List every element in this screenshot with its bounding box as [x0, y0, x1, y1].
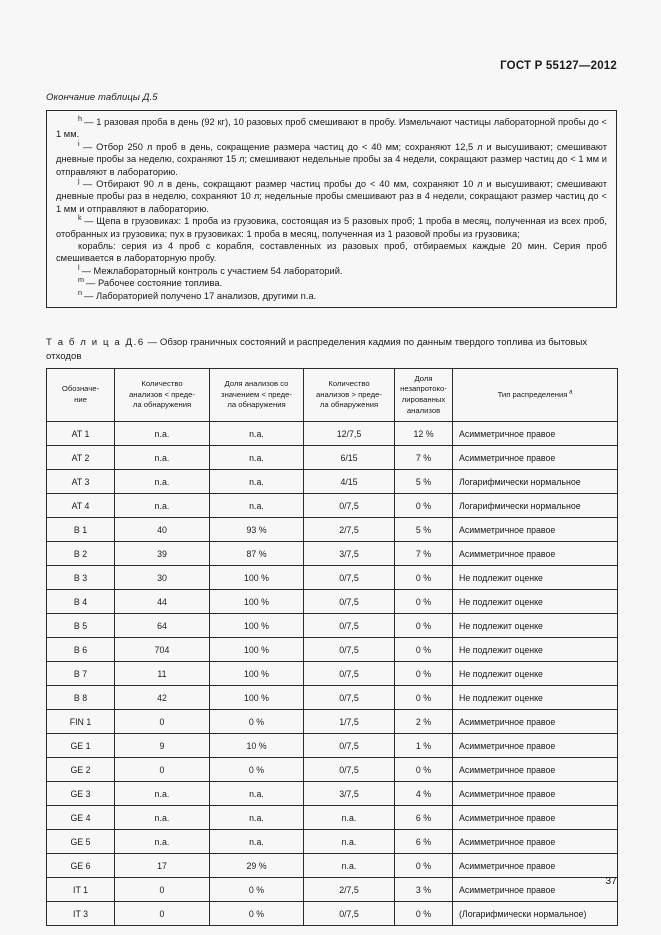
table-cell: 0 % — [395, 758, 453, 782]
table-cell: 42 — [115, 686, 210, 710]
table-cell: 100 % — [210, 590, 304, 614]
footnote-text: корабль: серия из 4 проб с корабля, составленных из разовых проб, отбираемых каждые 20 мин. Серия проб смешивается в лабораторную пробу. — [56, 241, 607, 264]
table-column-header-line: незапротоко- — [400, 384, 447, 394]
table-cell: 0/7,5 — [304, 638, 395, 662]
table-cell-designation: B 3 — [47, 566, 115, 590]
table-column-header — [453, 369, 618, 422]
table-row — [47, 662, 618, 686]
table-head — [47, 369, 618, 422]
table-cell: 100 % — [210, 614, 304, 638]
table-cell: 0 % — [395, 590, 453, 614]
table-column-header-line: Количество — [141, 379, 183, 389]
table-column-header-line: Тип распределения — [497, 389, 568, 399]
table-cell-designation: GE 5 — [47, 830, 115, 854]
footnote-item — [56, 240, 607, 265]
table-continuation-caption: Окончание таблицы Д.5 — [46, 92, 158, 103]
table-cell: 0/7,5 — [304, 902, 395, 926]
table-cell: 0 % — [395, 638, 453, 662]
table-column-header-line: Доля — [414, 373, 433, 383]
table-cell: n.a. — [210, 470, 304, 494]
table-cell: n.a. — [304, 806, 395, 830]
table-column-header — [115, 369, 210, 422]
table-row — [47, 878, 618, 902]
table-cell: 0/7,5 — [304, 758, 395, 782]
table-cell: 40 — [115, 518, 210, 542]
table-cell: Асимметричное правое — [453, 734, 618, 758]
table-cell: Асимметричное правое — [453, 830, 618, 854]
footnote-item — [56, 215, 607, 240]
table-row — [47, 758, 618, 782]
table-cell-designation: B 7 — [47, 662, 115, 686]
table-cell: 2/7,5 — [304, 518, 395, 542]
table-cell: Не подлежит оценке — [453, 638, 618, 662]
table-cell: 1/7,5 — [304, 710, 395, 734]
table-column-header-superscript: a — [567, 389, 573, 396]
table-cell: Асимметричное правое — [453, 878, 618, 902]
table-cell: 4/15 — [304, 470, 395, 494]
footnote-item — [56, 113, 607, 141]
table-cell-designation: AT 3 — [47, 470, 115, 494]
table-cell: 10 % — [210, 734, 304, 758]
table-cell-designation: GE 1 — [47, 734, 115, 758]
table-row — [47, 686, 618, 710]
footnote-item — [56, 175, 607, 215]
table-column-header-line: Обозначе- — [61, 384, 100, 394]
table-cell-designation: B 5 — [47, 614, 115, 638]
table-cell: 4 % — [395, 782, 453, 806]
table-cell: 11 — [115, 662, 210, 686]
table-cell: 3/7,5 — [304, 542, 395, 566]
table-cell: n.a. — [115, 830, 210, 854]
table-cell: 100 % — [210, 638, 304, 662]
footnote-marker: j — [78, 175, 83, 185]
table-cell: n.a. — [210, 830, 304, 854]
table-column-header-line: анализов — [406, 405, 441, 415]
table-cell: Асимметричное правое — [453, 542, 618, 566]
table-cell: Не подлежит оценке — [453, 662, 618, 686]
table-row — [47, 734, 618, 758]
footnote-text: — Отбирают 90 л в день, сокращают размер частиц пробы до < 40 мм, сохраняют 10 л и высушивают; смешивают дневные пробы раз в неделю, сохраняют 10 л; недельные пробы смешивают раз в 4 недели, сокращают размер частиц до < 1 мм и отправляют в лабораторию. — [56, 179, 607, 214]
table-cell: n.a. — [210, 422, 304, 446]
table-cell: n.a. — [210, 494, 304, 518]
table-cell: Асимметричное правое — [453, 806, 618, 830]
table-row — [47, 518, 618, 542]
table-cell: Асимметричное правое — [453, 422, 618, 446]
table-caption-text: — Обзор граничных состояний и распределения кадмия по данным твердого топлива из бытовых отходов — [46, 337, 588, 362]
table-column-header-line: анализов < преде- — [128, 389, 195, 399]
table-column-header-line: ла обнаружения — [132, 400, 192, 410]
footnote-item — [56, 277, 607, 289]
table-cell: n.a. — [210, 782, 304, 806]
table-cell: 0 % — [395, 614, 453, 638]
table-cell: 39 — [115, 542, 210, 566]
table-cell: 9 — [115, 734, 210, 758]
table-cell: Не подлежит оценке — [453, 566, 618, 590]
table-cell: 93 % — [210, 518, 304, 542]
table-cell: 44 — [115, 590, 210, 614]
table-cell: Логарифмически нормальное — [453, 494, 618, 518]
table-column-header-line: лированных — [401, 395, 446, 404]
table-cell-designation: GE 4 — [47, 806, 115, 830]
table-row — [47, 710, 618, 734]
table-cell: 0/7,5 — [304, 566, 395, 590]
table-body — [47, 422, 618, 926]
table-cell: 64 — [115, 614, 210, 638]
table-cell-designation: GE 3 — [47, 782, 115, 806]
table-cell: 17 — [115, 854, 210, 878]
table-cell: 0/7,5 — [304, 662, 395, 686]
table-row — [47, 638, 618, 662]
table-d6 — [46, 368, 618, 926]
table-cell: n.a. — [210, 806, 304, 830]
table-cell: Не подлежит оценке — [453, 614, 618, 638]
table-row — [47, 902, 618, 926]
table-cell-designation: AT 1 — [47, 422, 115, 446]
table-cell: 0 % — [395, 854, 453, 878]
table-row — [47, 830, 618, 854]
table-column-header-line: ла обнаружения — [227, 400, 286, 410]
table-cell: 0 % — [395, 662, 453, 686]
table-cell-designation: GE 2 — [47, 758, 115, 782]
table-cell: 704 — [115, 638, 210, 662]
table-cell: 7 % — [395, 542, 453, 566]
table-cell: n.a. — [210, 446, 304, 470]
table-cell: (Логарифмически нормальное) — [453, 902, 618, 926]
table-cell: 0 % — [395, 494, 453, 518]
table-cell: 0/7,5 — [304, 686, 395, 710]
table-cell: 12 % — [395, 422, 453, 446]
table-row — [47, 494, 618, 518]
table-cell: 0 — [115, 902, 210, 926]
table-row — [47, 854, 618, 878]
table-column-header-line: Количество — [328, 379, 370, 389]
table-cell-designation: FIN 1 — [47, 710, 115, 734]
table-cell: n.a. — [115, 422, 210, 446]
table-row — [47, 542, 618, 566]
table-cell: 29 % — [210, 854, 304, 878]
table-cell: 1 % — [395, 734, 453, 758]
table-cell: 5 % — [395, 470, 453, 494]
table-column-header-line: Доля анализов со — [224, 379, 289, 389]
table-cell: n.a. — [115, 470, 210, 494]
table-cell-designation: B 6 — [47, 638, 115, 662]
footnote-item — [56, 262, 607, 277]
table-cell: Логарифмически нормальное — [453, 470, 618, 494]
table-cell: 3/7,5 — [304, 782, 395, 806]
table-column-header — [47, 369, 115, 422]
table-cell: 30 — [115, 566, 210, 590]
table-d6-wrapper — [46, 368, 617, 926]
table-row — [47, 446, 618, 470]
table-header-row — [47, 369, 618, 422]
table-column-header — [210, 369, 304, 422]
table-cell: 2/7,5 — [304, 878, 395, 902]
table-cell: 0 — [115, 710, 210, 734]
table-cell: 0 % — [395, 566, 453, 590]
table-row — [47, 614, 618, 638]
table-cell: n.a. — [304, 854, 395, 878]
table-cell: Асимметричное правое — [453, 854, 618, 878]
table-cell: 100 % — [210, 686, 304, 710]
table-row — [47, 566, 618, 590]
table-cell: Асимметричное правое — [453, 518, 618, 542]
footnote-marker: i — [78, 138, 83, 148]
table-cell: n.a. — [115, 782, 210, 806]
table-cell: Не подлежит оценке — [453, 686, 618, 710]
footnote-marker: m — [78, 275, 87, 285]
table-cell-designation: IT 1 — [47, 878, 115, 902]
footnote-item — [56, 138, 607, 178]
table-cell: 100 % — [210, 662, 304, 686]
table-cell: 7 % — [395, 446, 453, 470]
footnote-text: — Щепа в грузовиках: 1 проба из грузовика, состоящая из 5 разовых проб; 1 проба в месяц, полученная из всех проб, отобранных из грузовика; пух в грузовиках: 1 проба в месяц, полученная из 1 разовой пробы из грузовика; — [56, 216, 607, 239]
table-cell: 0 % — [210, 878, 304, 902]
table-row — [47, 422, 618, 446]
table-cell: 0 % — [210, 758, 304, 782]
table-cell: 0 — [115, 758, 210, 782]
footnote-marker: h — [78, 113, 85, 123]
table-cell-designation: B 1 — [47, 518, 115, 542]
table-column-header — [395, 369, 453, 422]
table-cell-designation: GE 6 — [47, 854, 115, 878]
footnote-marker: n — [78, 287, 85, 297]
footnote-text: — Лабораторией получено 17 анализов, другими n.a. — [84, 290, 317, 301]
footnote-box — [46, 110, 617, 308]
table-cell-designation: B 8 — [47, 686, 115, 710]
footnote-text: — Рабочее состояние топлива. — [86, 278, 223, 289]
table-cell: n.a. — [115, 494, 210, 518]
table-cell: n.a. — [115, 806, 210, 830]
table-cell: 0 % — [395, 686, 453, 710]
table-column-header-line: ла обнаружения — [319, 400, 379, 410]
table-row — [47, 806, 618, 830]
table-row — [47, 470, 618, 494]
table-cell: 5 % — [395, 518, 453, 542]
footnote-list — [56, 113, 607, 302]
table-cell: 2 % — [395, 710, 453, 734]
table-cell: 0/7,5 — [304, 494, 395, 518]
table-cell: 0 % — [210, 710, 304, 734]
table-cell: 6 % — [395, 830, 453, 854]
table-cell-designation: AT 4 — [47, 494, 115, 518]
table-cell: 0 % — [395, 902, 453, 926]
table-cell: Не подлежит оценке — [453, 590, 618, 614]
table-cell: 0/7,5 — [304, 614, 395, 638]
table-cell: Асимметричное правое — [453, 710, 618, 734]
table-column-header-line: значением < преде- — [221, 389, 292, 399]
table-cell-designation: B 2 — [47, 542, 115, 566]
table-cell: n.a. — [304, 830, 395, 854]
table-cell: 0 % — [210, 902, 304, 926]
footnote-marker: k — [78, 213, 85, 223]
table-cell: 0/7,5 — [304, 590, 395, 614]
table-caption-label: Т а б л и ц а Д.6 — [46, 337, 145, 348]
table-cell-designation: AT 2 — [47, 446, 115, 470]
table-row — [47, 782, 618, 806]
standard-number-header: ГОСТ Р 55127—2012 — [500, 60, 617, 72]
table-cell: Асимметричное правое — [453, 446, 618, 470]
table-cell: n.a. — [115, 446, 210, 470]
footnote-text: — Межлабораторный контроль с участием 54 лабораторий. — [81, 265, 343, 276]
table-cell: 3 % — [395, 878, 453, 902]
table-cell: 12/7,5 — [304, 422, 395, 446]
table-column-header-line: анализов > преде- — [315, 389, 382, 399]
footnote-text: — Отбор 250 л проб в день, сокращение размера частиц до < 40 мм; сохраняют 12,5 л и высушивают; смешивают дневные пробы за неделю, сохраняют 15 л; смешивают недельные пробы за 4 недели, сокращают размер частиц до < 1 мм и отправляют в лабораторию. — [56, 141, 607, 177]
footnote-marker: l — [78, 262, 82, 272]
table-cell: Асимметричное правое — [453, 758, 618, 782]
footnote-text: — 1 разовая проба в день (92 кг), 10 разовых проб смешивают в пробу. Измельчают частицы лабораторной пробы до < 1 мм. — [56, 117, 607, 140]
table-cell-designation: B 4 — [47, 590, 115, 614]
table-cell-designation: IT 3 — [47, 902, 115, 926]
table-row — [47, 590, 618, 614]
table-cell: 87 % — [210, 542, 304, 566]
table-column-header-line: ние — [74, 395, 87, 404]
page-number: 37 — [605, 876, 617, 887]
table-caption — [46, 336, 618, 363]
table-cell: 6 % — [395, 806, 453, 830]
table-cell: 100 % — [210, 566, 304, 590]
table-cell: 0/7,5 — [304, 734, 395, 758]
footnote-item — [56, 287, 607, 302]
table-cell: 6/15 — [304, 446, 395, 470]
table-cell: 0 — [115, 878, 210, 902]
table-column-header — [304, 369, 395, 422]
table-cell: Асимметричное правое — [453, 782, 618, 806]
